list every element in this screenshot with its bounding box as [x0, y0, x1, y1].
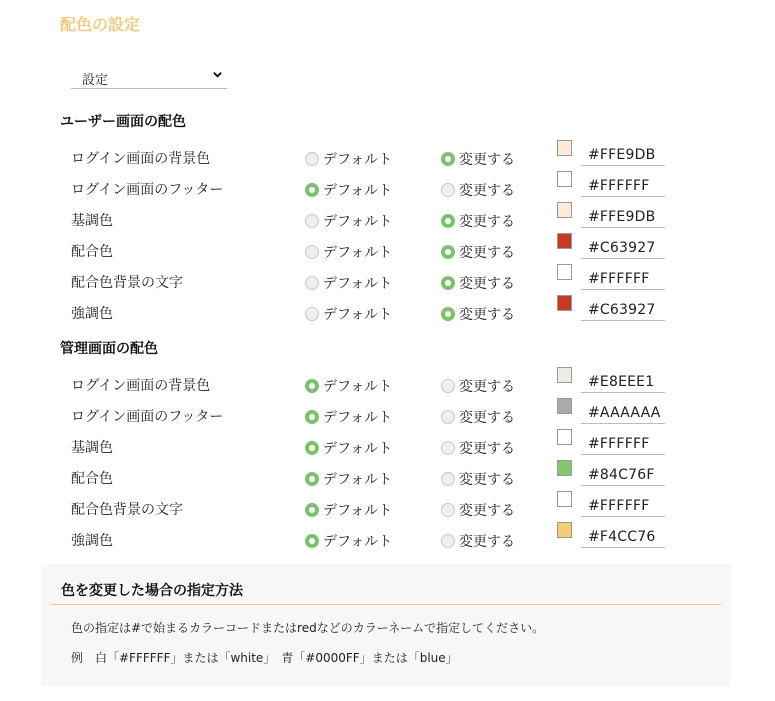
radio-circle[interactable]: [441, 410, 455, 424]
help-text: 色の指定は#で始まるカラーコードまたはredなどのカラーネームで指定してください。: [71, 621, 545, 635]
color-setting-row: [0, 369, 775, 400]
color-setting-row: [0, 204, 775, 235]
color-setting-row: [0, 524, 775, 555]
radio-circle[interactable]: [441, 245, 455, 259]
change-radio[interactable]: [441, 500, 515, 520]
color-setting-row: [0, 400, 775, 431]
change-radio[interactable]: [441, 438, 515, 458]
color-setting-row: [0, 462, 775, 493]
color-code-value: #FFFFFF: [588, 498, 650, 514]
change-radio-label: 変更する: [459, 214, 515, 230]
radio-circle[interactable]: [305, 245, 319, 259]
color-code-value: #AAAAAA: [588, 405, 661, 421]
default-radio[interactable]: [305, 242, 392, 262]
radio-circle[interactable]: [305, 276, 319, 290]
color-code-input[interactable]: [581, 204, 665, 228]
setting-label: 配合色: [71, 471, 113, 487]
default-radio[interactable]: [305, 180, 392, 200]
change-radio-label: 変更する: [459, 152, 515, 168]
radio-circle[interactable]: [441, 441, 455, 455]
color-code-input[interactable]: [581, 462, 665, 486]
radio-circle[interactable]: [305, 472, 319, 486]
default-radio[interactable]: [305, 407, 392, 427]
settings-select-value: 設定: [82, 73, 109, 88]
radio-circle[interactable]: [441, 152, 455, 166]
radio-circle[interactable]: [441, 183, 455, 197]
radio-circle[interactable]: [441, 276, 455, 290]
color-code-input[interactable]: [581, 369, 665, 393]
color-code-value: #C63927: [588, 240, 656, 256]
help-example: 例 白「#FFFFFF」または「white」 青「#0000FF」または「blue」: [71, 651, 458, 665]
color-code-input[interactable]: [581, 431, 665, 455]
color-code-value: #C63927: [588, 302, 656, 318]
section-title: ユーザー画面の配色: [60, 114, 186, 130]
change-radio-label: 変更する: [459, 379, 515, 395]
default-radio-label: デフォルト: [323, 534, 393, 550]
change-radio[interactable]: [441, 180, 515, 200]
settings-select[interactable]: [71, 66, 227, 89]
change-radio-label: 変更する: [459, 534, 515, 550]
color-code-input[interactable]: [581, 142, 665, 166]
setting-label: 配合色背景の文字: [71, 502, 183, 518]
change-radio[interactable]: [441, 273, 515, 293]
page-title: 配色の設定: [60, 15, 141, 34]
default-radio[interactable]: [305, 304, 392, 324]
color-swatch[interactable]: [557, 233, 572, 249]
change-radio[interactable]: [441, 531, 515, 551]
color-code-input[interactable]: [581, 266, 665, 290]
default-radio[interactable]: [305, 531, 392, 551]
setting-label: ログイン画面のフッター: [71, 409, 224, 425]
color-setting-row: [0, 173, 775, 204]
change-radio-label: 変更する: [459, 183, 515, 199]
color-code-value: #FFFFFF: [588, 271, 650, 287]
change-radio-label: 変更する: [459, 276, 515, 292]
color-code-value: #FFFFFF: [588, 178, 650, 194]
color-swatch[interactable]: [557, 202, 572, 218]
section-title: 管理画面の配色: [60, 341, 158, 357]
radio-circle[interactable]: [305, 152, 319, 166]
setting-label: 強調色: [71, 306, 113, 322]
default-radio[interactable]: [305, 500, 392, 520]
color-code-input[interactable]: [581, 524, 665, 548]
change-radio[interactable]: [441, 376, 515, 396]
setting-label: ログイン画面の背景色: [71, 378, 211, 394]
default-radio-label: デフォルト: [323, 472, 393, 488]
default-radio-label: デフォルト: [323, 214, 393, 230]
default-radio-label: デフォルト: [323, 410, 393, 426]
radio-circle[interactable]: [441, 534, 455, 548]
radio-circle[interactable]: [305, 379, 319, 393]
setting-label: 強調色: [71, 533, 113, 549]
color-swatch[interactable]: [557, 429, 572, 445]
radio-circle[interactable]: [441, 307, 455, 321]
default-radio[interactable]: [305, 469, 392, 489]
default-radio-label: デフォルト: [323, 152, 393, 168]
color-setting-row: [0, 431, 775, 462]
color-swatch[interactable]: [557, 398, 572, 414]
change-radio[interactable]: [441, 242, 515, 262]
color-setting-row: [0, 297, 775, 328]
setting-label: 配合色: [71, 244, 113, 260]
change-radio[interactable]: [441, 149, 515, 169]
setting-label: ログイン画面のフッター: [71, 182, 224, 198]
default-radio-label: デフォルト: [323, 441, 393, 457]
color-swatch[interactable]: [557, 295, 572, 311]
help-panel: [41, 564, 731, 686]
color-swatch[interactable]: [557, 367, 572, 383]
radio-circle[interactable]: [305, 410, 319, 424]
color-code-input[interactable]: [581, 235, 665, 259]
color-swatch[interactable]: [557, 491, 572, 507]
default-radio[interactable]: [305, 376, 392, 396]
color-code-input[interactable]: [581, 400, 665, 424]
setting-label: 基調色: [71, 440, 113, 456]
default-radio-label: デフォルト: [323, 276, 393, 292]
setting-label: ログイン画面の背景色: [71, 151, 211, 167]
default-radio[interactable]: [305, 273, 392, 293]
color-setting-row: [0, 235, 775, 266]
change-radio[interactable]: [441, 469, 515, 489]
help-divider: [51, 604, 721, 605]
color-swatch[interactable]: [557, 264, 572, 280]
default-radio[interactable]: [305, 211, 392, 231]
color-swatch[interactable]: [557, 171, 572, 187]
change-radio-label: 変更する: [459, 441, 515, 457]
default-radio-label: デフォルト: [323, 245, 393, 261]
radio-circle[interactable]: [305, 307, 319, 321]
radio-circle[interactable]: [305, 183, 319, 197]
color-setting-row: [0, 266, 775, 297]
chevron-down-icon: [212, 69, 223, 80]
radio-circle[interactable]: [441, 472, 455, 486]
color-code-value: #84C76F: [588, 467, 655, 483]
radio-circle[interactable]: [305, 534, 319, 548]
radio-circle[interactable]: [305, 441, 319, 455]
default-radio[interactable]: [305, 438, 392, 458]
color-code-value: #F4CC76: [588, 529, 656, 545]
change-radio-label: 変更する: [459, 503, 515, 519]
radio-circle[interactable]: [305, 503, 319, 517]
change-radio-label: 変更する: [459, 307, 515, 323]
color-swatch[interactable]: [557, 522, 572, 538]
default-radio-label: デフォルト: [323, 503, 393, 519]
color-swatch[interactable]: [557, 460, 572, 476]
default-radio-label: デフォルト: [323, 307, 393, 323]
color-code-input[interactable]: [581, 493, 665, 517]
change-radio[interactable]: [441, 211, 515, 231]
color-code-value: #FFE9DB: [588, 147, 656, 163]
color-code-value: #FFFFFF: [588, 436, 650, 452]
color-code-input[interactable]: [581, 173, 665, 197]
change-radio[interactable]: [441, 407, 515, 427]
color-code-value: #E8EEE1: [588, 374, 655, 390]
color-code-value: #FFE9DB: [588, 209, 656, 225]
radio-circle[interactable]: [441, 214, 455, 228]
setting-label: 基調色: [71, 213, 113, 229]
change-radio-label: 変更する: [459, 410, 515, 426]
help-title: 色を変更した場合の指定方法: [61, 583, 243, 599]
radio-circle[interactable]: [441, 379, 455, 393]
change-radio-label: 変更する: [459, 472, 515, 488]
color-code-input[interactable]: [581, 297, 665, 321]
default-radio[interactable]: [305, 149, 392, 169]
default-radio-label: デフォルト: [323, 183, 393, 199]
radio-circle[interactable]: [305, 214, 319, 228]
color-swatch[interactable]: [557, 140, 572, 156]
change-radio[interactable]: [441, 304, 515, 324]
color-setting-row: [0, 493, 775, 524]
setting-label: 配合色背景の文字: [71, 275, 183, 291]
change-radio-label: 変更する: [459, 245, 515, 261]
radio-circle[interactable]: [441, 503, 455, 517]
default-radio-label: デフォルト: [323, 379, 393, 395]
color-setting-row: [0, 142, 775, 173]
